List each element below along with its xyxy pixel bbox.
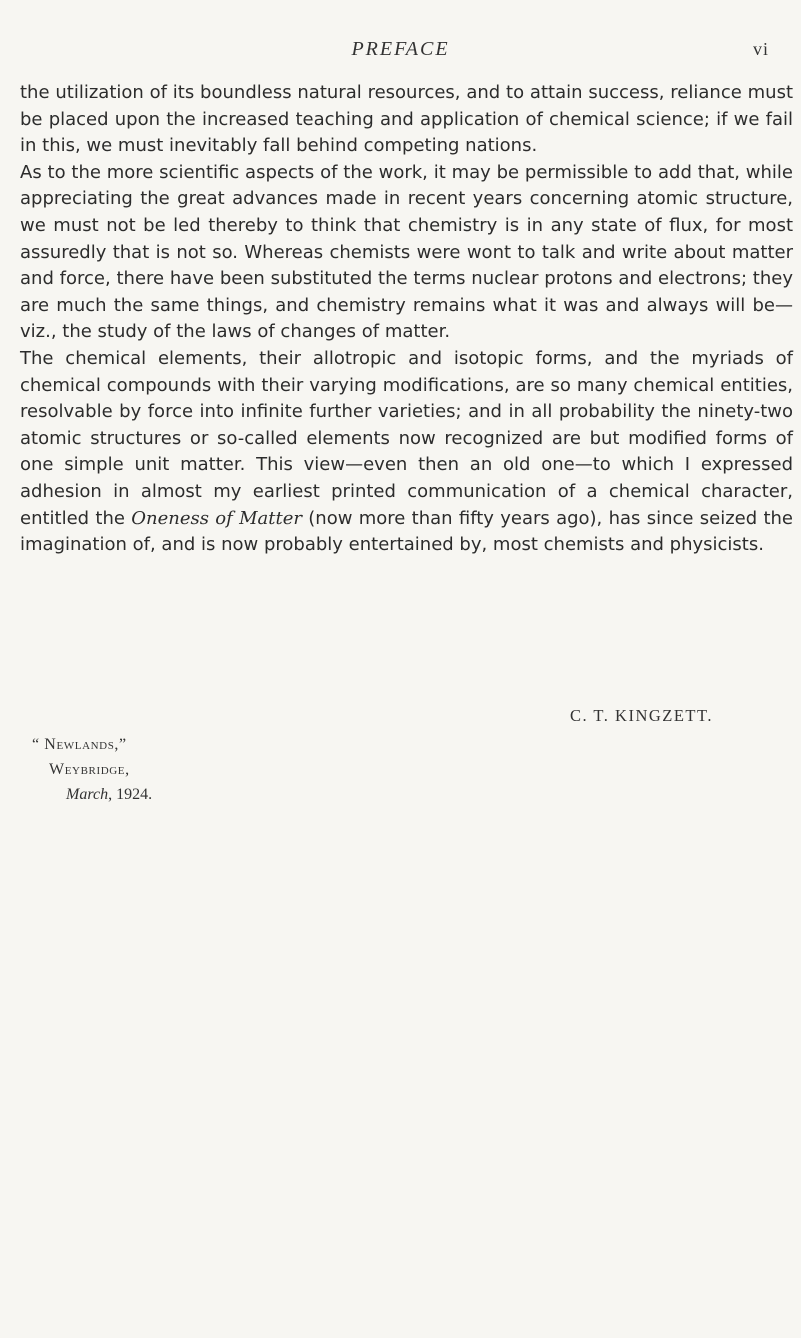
page-number: vi xyxy=(752,39,769,59)
paragraph-3 xyxy=(20,346,793,559)
running-title: PREFACE xyxy=(351,38,450,60)
paragraph-3-text-b: (now more than fifty years ago), has since seized the imagination of, and is now probably entertained by, most chemists and physicists. xyxy=(20,507,793,556)
dateline xyxy=(0,736,801,816)
dateline-month: March xyxy=(66,786,109,803)
paragraph-3-text-a: The chemical elements, their allotropic and isotopic forms, and the myriads of chemical compounds with their varying modifications, are so many chemical entities, resolvable by force into infinite further varieties; and in all probability the ninety-two atomic structures or so-called elements now recognized are but modified forms of one simple unit matter. This view—even then an old one—to which I expressed adhesion in almost my earliest printed communication of a chemical character, entitled the xyxy=(20,347,793,529)
running-head xyxy=(0,38,801,68)
dateline-date xyxy=(66,786,152,804)
paragraph-2: As to the more scientific aspects of the work, it may be permissible to add that, while appreciating the great advances made in recent years concerning atomic structure, we must not be led thereby to think that chemistry is in any state of flux, for most assuredly that is not so. Whereas chemists were wont to talk and write about matter and force, there have been substituted the terms nuclear protons and electrons; they are much the same things, and chemistry remains what it was and always will be—viz., the study of the laws of changes of matter. xyxy=(20,161,793,343)
dateline-year: , 1924. xyxy=(108,786,153,803)
paragraph-1: the utilization of its boundless natural resources, and to attain success, reliance must be placed upon the increased teaching and application of chemical science; if we fail in this, we must inevitably fall behind competing nations. xyxy=(20,82,793,157)
book-title-oneness-of-matter: Oneness of Matter xyxy=(131,507,302,529)
dateline-town: Weybridge, xyxy=(49,761,130,778)
preface-body xyxy=(20,80,793,559)
author-name: C. T. KINGZETT. xyxy=(569,706,713,725)
dateline-house: “ Newlands,” xyxy=(32,736,127,753)
signature xyxy=(0,706,801,736)
